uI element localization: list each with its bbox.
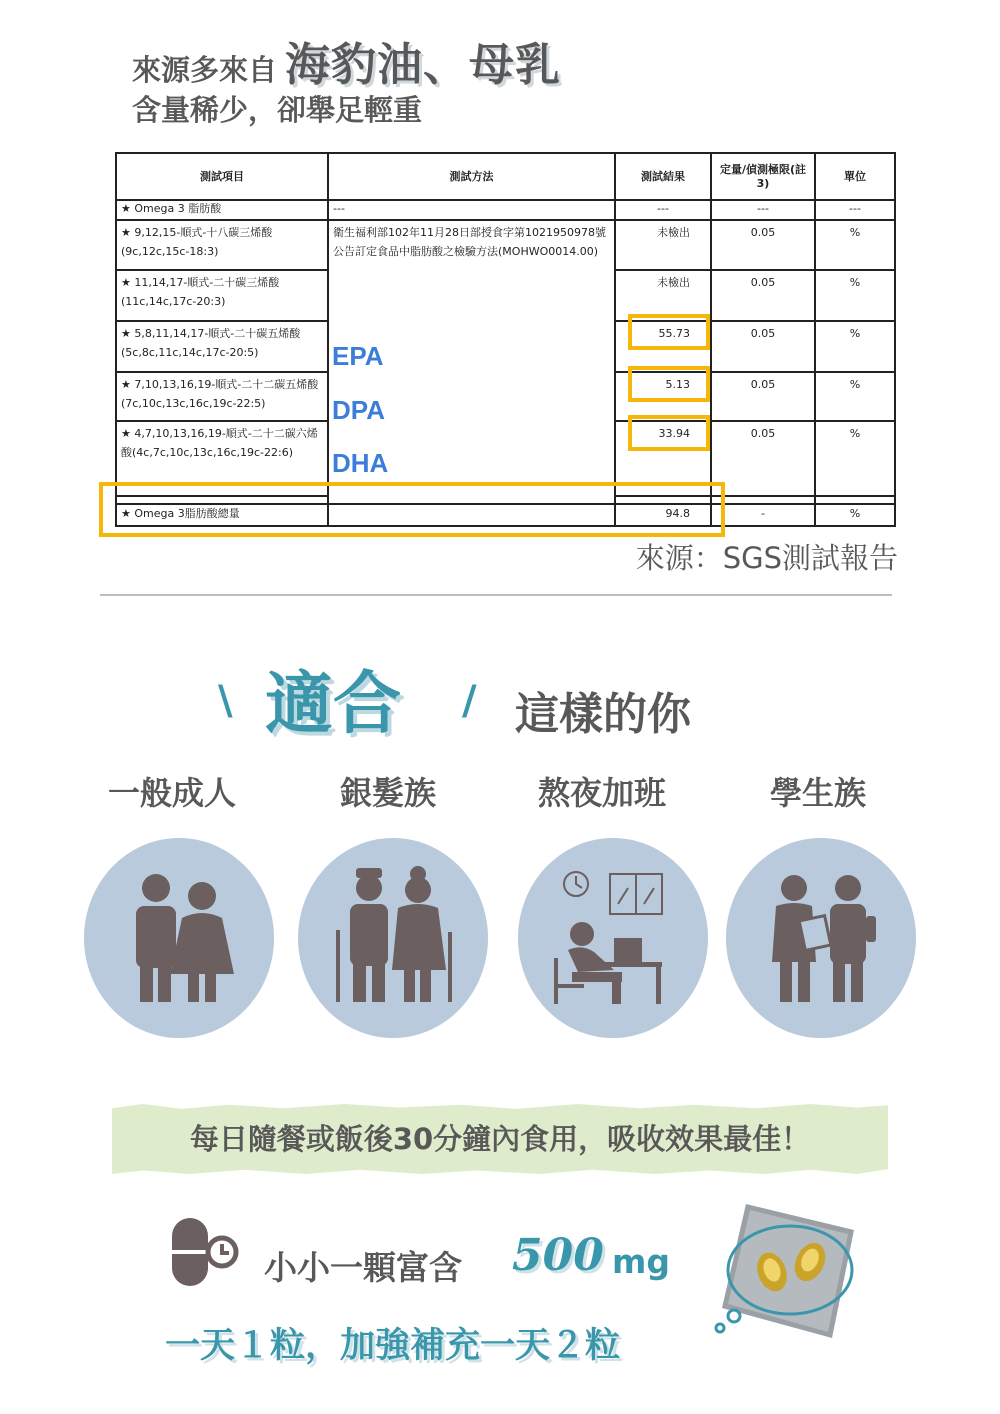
table-cell-result: 94.8 [615,504,711,526]
table-cell-limit: --- [711,200,815,220]
table-header: 測試項目 [116,153,328,200]
right-slash: / [462,678,477,724]
table-cell-unit: % [815,372,895,421]
table-cell-result: 5.13 [615,372,711,421]
left-slash: \ [218,678,233,724]
table-cell-method: --- [328,200,615,220]
elderly-couple-icon [298,838,488,1038]
dosage-amount: 500 [512,1230,604,1281]
dha-label: DHA [332,448,389,478]
table-cell-item: ★ 11,14,17-順式-二十碳三烯酸 (11c,14c,17c-20:3) [116,270,328,321]
table-cell-unit: % [815,321,895,372]
table-cell-limit: 0.05 [711,270,815,321]
table-cell-result: --- [615,200,711,220]
table-cell-result: 55.73 [615,321,711,372]
table-cell-method [328,220,615,504]
banner-text: 每日隨餐或飯後30分鐘內食用，吸收效果最佳！ [189,1122,811,1156]
dosage-unit: mg [612,1242,671,1281]
headline-small: 來源多來自 [132,53,278,87]
table-cell-item: ★ Omega 3脂肪酸總量 [116,504,328,526]
suitable-big-text: 適合 [265,665,402,744]
dha-highlight-box [628,415,710,451]
couple-adults-icon [84,838,274,1038]
table-cell-unit: % [815,270,895,321]
table-cell-unit: % [815,504,895,526]
table-cell-unit: % [815,421,895,496]
sgs-report-table [115,152,896,527]
table-spacer-cell [815,496,895,504]
epa-highlight-box [628,314,710,350]
table-cell-limit: 0.05 [711,421,815,496]
table-row [116,220,895,270]
table-cell-limit: - [711,504,815,526]
softgel-capsules-photo [712,1196,862,1350]
table-header-row [116,153,895,200]
table-header: 定量/偵測極限(註3) [711,153,815,200]
epa-label: EPA [332,341,384,371]
daily-intake-text: 一天１粒，加強補充一天２粒 [165,1326,621,1366]
headline-big: 海豹油、母乳 [285,38,562,91]
table-cell-unit: --- [815,200,895,220]
table-cell-item: ★ 9,12,15-順式-十八碳三烯酸 (9c,12c,15c-18:3) [116,220,328,270]
group-label-students: 學生族 [770,774,867,812]
dosage-text: 小小一顆富含 [264,1248,462,1287]
headline-line1 [132,28,561,93]
table-cell-item: ★ 4,7,10,13,16,19-順式-二十二碳六烯酸(4c,7c,10c,13c,16c,19c-22:6) [116,421,328,496]
table-cell-item: ★ Omega 3 脂肪酸 [116,200,328,220]
students-icon [726,838,916,1038]
section-divider [100,594,892,596]
night-work-icon [518,838,708,1038]
table-header: 測試結果 [615,153,711,200]
table-header: 測試方法 [328,153,615,200]
table-cell-result: 未檢出 [615,270,711,321]
table-cell-item: ★ 7,10,13,16,19-順式-二十二碳五烯酸(7c,10c,13c,16c,19c-22:5) [116,372,328,421]
group-label-night-workers: 熬夜加班 [538,774,667,812]
method-text: 衛生福利部102年11月28日部授食字第1021950978號公告訂定食品中脂肪酸之檢驗方法(MOHWO0014.00) [333,226,606,258]
table-cell-limit: 0.05 [711,372,815,421]
table-cell-limit: 0.05 [711,220,815,270]
table-cell-result: 33.94 [615,421,711,496]
table-header: 單位 [815,153,895,200]
group-label-seniors: 銀髮族 [340,774,437,812]
total-highlight-box [99,482,725,537]
table-cell-unit: % [815,220,895,270]
table-cell-result: 未檢出 [615,220,711,270]
suitable-heading [0,640,1000,744]
dpa-label: DPA [332,395,385,425]
table-spacer-cell [711,496,815,504]
dpa-highlight-box [628,366,710,402]
table-cell-item: ★ 5,8,11,14,17-順式-二十碳五烯酸(5c,8c,11c,14c,17c-20:5) [116,321,328,372]
table-cell-limit: 0.05 [711,321,815,372]
suitable-rest-text: 這樣的你 [515,689,691,740]
pill-clock-icon [168,1214,244,1294]
group-label-adults: 一般成人 [108,774,237,812]
source-note: 來源：SGS測試報告 [635,541,898,575]
table-row [116,200,895,220]
headline-line2: 含量稀少，卻舉足輕重 [132,93,423,127]
